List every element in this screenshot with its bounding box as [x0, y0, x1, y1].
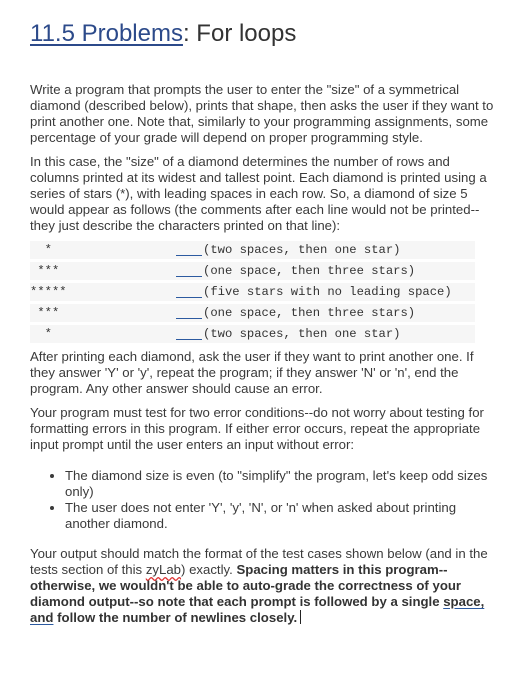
output-lead-text: Your output should match the format of the test cases shown below (and in the tests section of this — [30, 546, 488, 577]
blank-line — [176, 297, 202, 298]
intro-paragraph: Write a program that prompts the user to enter the "size" of a symmetrical diamond (described below), prints that shape, then asks the user if they want to print another one. Note that, similarly to your programming assignments, some percentage of your grade will depend on proper programming style. — [30, 82, 494, 145]
diamond-shape: *** — [30, 264, 60, 278]
list-item: • The user does not enter 'Y', 'y', 'N', or 'n' when asked about printing another diamond. — [65, 500, 500, 532]
diamond-comment: (two spaces, then one star) — [203, 327, 401, 341]
size-paragraph: In this case, the "size" of a diamond determines the number of rows and columns printed at its widest and tallest point. Each diamond is printed using a series of stars (*), with leading spaces in each row. So, a diamond of size 5 would appear as follows (the comments after each line would not be printed--they just describe the characters printed on that line): — [30, 154, 487, 233]
diamond-comment: (one space, then three stars) — [203, 264, 416, 278]
section-link[interactable]: 11.5 Problems — [30, 20, 183, 47]
diamond-shape: *** — [30, 306, 60, 320]
spacing-underlined-bold: space, and — [30, 594, 485, 625]
diamond-shape: ***** — [30, 285, 67, 299]
error-paragraph: Your program must test for two error conditions--do not worry about testing for formatting errors in this program. If either error occurs, repeat the appropriate input prompt until the user enters an input without error: — [30, 405, 484, 452]
title-text: : For loops — [182, 20, 297, 47]
repeat-paragraph: After printing each diamond, ask the user if they want to print another one. If they answer 'Y' or 'y', repeat the program; if they answer 'N' or 'n', end the program. Any other answer should cause an error. — [30, 349, 474, 396]
diamond-row — [30, 283, 475, 301]
diamond-row — [30, 262, 475, 280]
blank-line — [176, 339, 202, 340]
diamond-row — [30, 304, 475, 322]
diamond-shape: * — [30, 327, 52, 341]
page-title — [30, 20, 296, 48]
diamond-comment: (two spaces, then one star) — [203, 243, 401, 257]
output-after-zylab-text: ) exactly. — [181, 562, 237, 577]
output-format-paragraph — [30, 546, 500, 626]
list-item: • The diamond size is even (to "simplify" the program, let's keep odd sizes only) — [65, 468, 500, 500]
text-cursor — [300, 610, 301, 624]
blank-line — [176, 318, 202, 319]
diamond-row — [30, 325, 475, 343]
error-conditions-list — [30, 468, 500, 532]
diamond-comment: (one space, then three stars) — [203, 306, 416, 320]
spacing-warning-bold: Spacing matters in this program--otherwise, we wouldn't be able to auto-grade the correctness of your diamond output--so note that each prompt is followed by a single — [30, 562, 462, 609]
blank-line — [176, 255, 202, 256]
diamond-comment: (five stars with no leading space) — [203, 285, 452, 299]
blank-line — [176, 276, 202, 277]
newline-warning-bold: follow the number of newlines closely. — [53, 610, 298, 625]
zylab-word: zyLab — [145, 562, 182, 577]
diamond-shape: * — [30, 243, 52, 257]
diamond-row — [30, 241, 475, 259]
